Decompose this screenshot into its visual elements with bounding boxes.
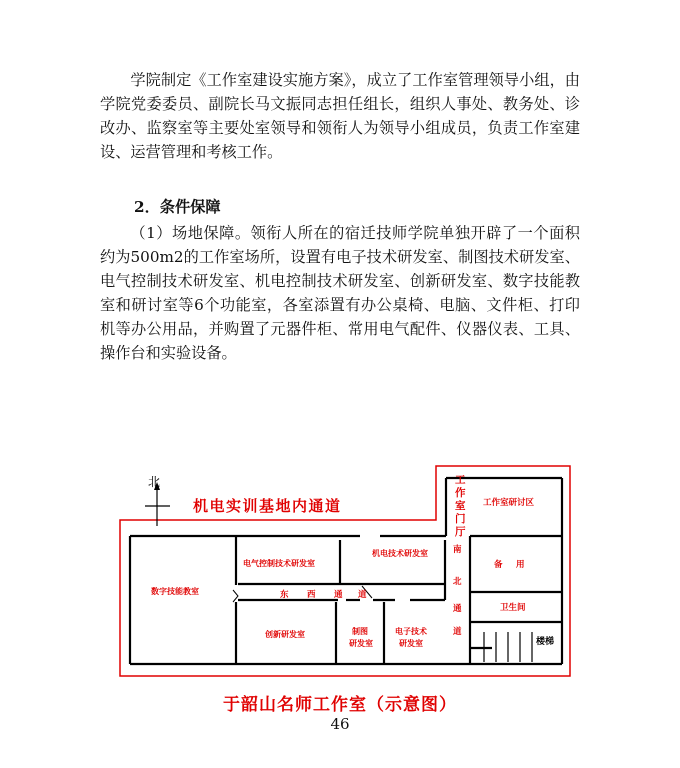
- svg-text:东: 东: [280, 590, 289, 600]
- north-south-corridor-label: [453, 544, 462, 637]
- svg-text:通: 通: [334, 590, 343, 600]
- svg-text:通: 通: [453, 604, 462, 614]
- svg-text:用: 用: [516, 560, 525, 570]
- room-spare: [494, 559, 525, 570]
- east-west-corridor-label: [280, 589, 367, 600]
- room-digital-classroom: 数字技能教室: [151, 586, 199, 596]
- svg-text:工: 工: [455, 474, 466, 486]
- room-restroom: 卫生间: [500, 603, 526, 613]
- page-number: 46: [330, 715, 350, 733]
- svg-text:道: 道: [453, 627, 462, 637]
- svg-text:电子技术: 电子技术: [395, 626, 427, 636]
- svg-text:室: 室: [455, 500, 466, 512]
- corridor-label: 机电实训基地内通道: [193, 497, 342, 515]
- room-innovation: 创新研发室: [265, 629, 305, 639]
- paragraph-1: 学院制定《工作室建设实施方案》，成立了工作室管理领导小组，由学院党委委员、副院长马文振同志担任组长，组织人事处、教务处、诊改办、监察室等主要处室领导和领衔人为领导小组成员，负责工作室建设、运营管理和考核工作。: [100, 71, 580, 161]
- door-arrow-icon: [233, 590, 238, 602]
- floor-plan-caption: 于韶山名师工作室（示意图）: [223, 695, 457, 715]
- north-label: 北: [148, 475, 161, 489]
- room-stairs: 楼梯: [536, 637, 555, 647]
- svg-text:研发室: 研发室: [399, 638, 423, 648]
- room-seminar: 工作室研讨区: [483, 498, 535, 508]
- section-heading: 2．条件保障: [134, 198, 221, 216]
- room-mechatronics: [372, 548, 428, 558]
- svg-text:厅: 厅: [455, 526, 466, 538]
- svg-text:研发室: 研发室: [349, 638, 373, 648]
- room-drafting: [348, 626, 373, 648]
- room-electronics: [395, 626, 427, 648]
- svg-text:北: 北: [453, 577, 462, 587]
- svg-text:作: 作: [455, 487, 466, 499]
- svg-text:制图: 制图: [352, 626, 368, 636]
- svg-text:门: 门: [455, 513, 466, 525]
- svg-text:西: 西: [307, 590, 316, 600]
- paragraph-2: （1）场地保障。领衔人所在的宿迁技师学院单独开辟了一个面积约为500m2的工作室场所，设置有电子技术研发室、制图技术研发室、电气控制技术研发室、机电控制技术研发室、创新研发室、数字技能教室和研讨室等6个功能室，各室添置有办公桌椅、电脑、文件柜、打印机等办公用品，并购置了元器件柜、常用电气配件、仪器仪表、工具、操作台和实验设备。: [100, 224, 580, 362]
- room-electrical-control: 电气控制技术研发室: [243, 558, 315, 568]
- svg-text:南: 南: [453, 545, 462, 555]
- svg-text:道: 道: [358, 590, 367, 600]
- lobby-label: [454, 474, 466, 538]
- svg-text:备: 备: [494, 560, 503, 570]
- svg-text:机电技术研发室: 机电技术研发室: [372, 548, 428, 558]
